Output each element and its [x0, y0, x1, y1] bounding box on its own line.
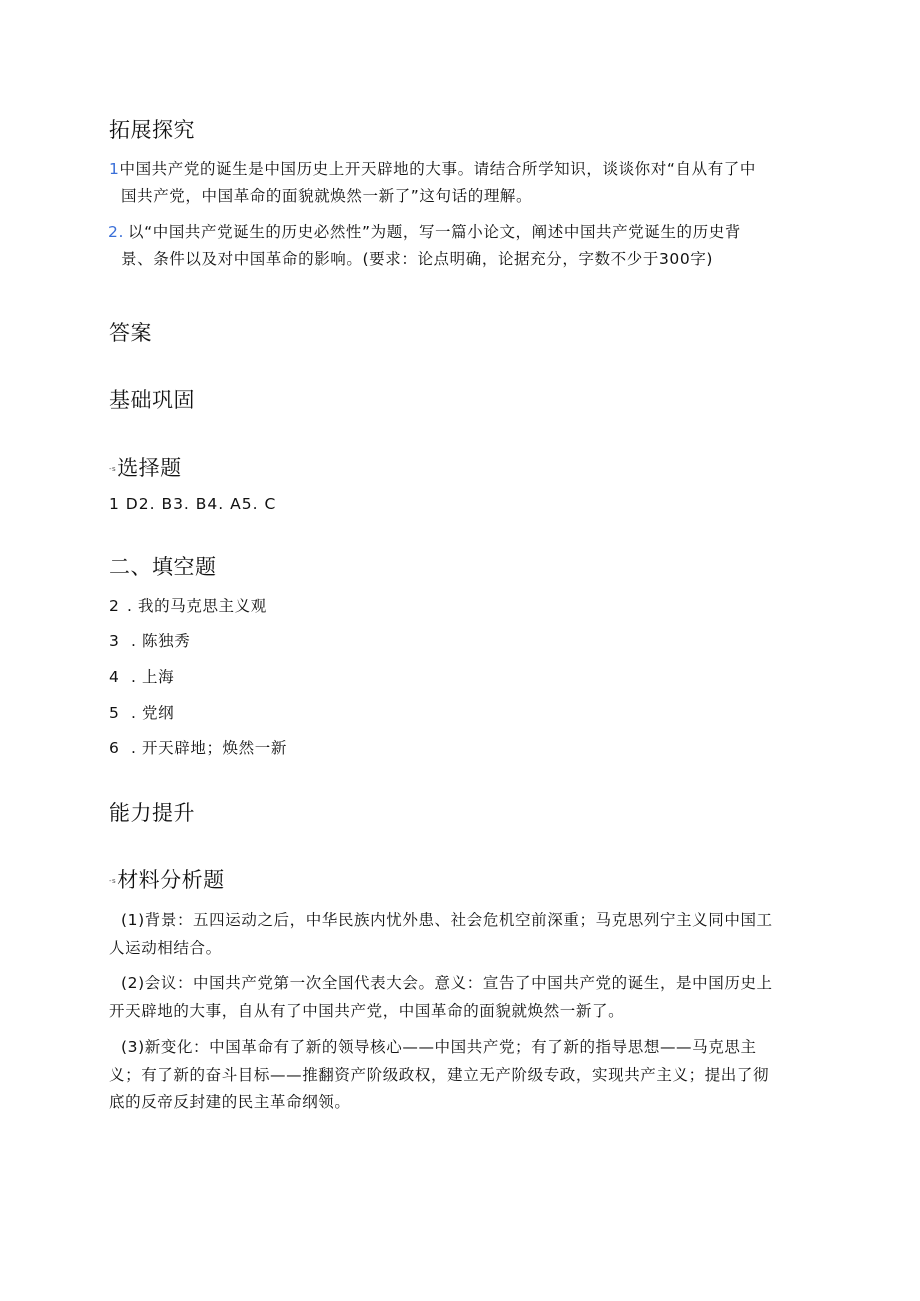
fill-item-text: . 我的马克思主义观: [127, 597, 267, 615]
answer-3-line-3: 底的反帝反封建的民主革命纲领。: [109, 1093, 351, 1111]
answer-1-line-2: 人运动相结合。: [109, 939, 222, 957]
section-heading-basic: 基础巩固: [109, 388, 195, 412]
material-heading-text: 材料分析题: [117, 868, 225, 892]
fill-item: [109, 665, 174, 687]
fill-item-number: 2: [109, 597, 120, 615]
material-heading-marker: -s: [109, 877, 117, 885]
fill-item-text: . 党纲: [131, 704, 175, 722]
fill-item-text: . 上海: [131, 668, 175, 686]
fill-item-text: . 陈独秀: [131, 632, 191, 650]
question-1-line-2: 国共产党，中国革命的面貌就焕然一新了”这句话的理解。: [121, 187, 533, 205]
answer-3-line-1: (3)新变化：中国革命有了新的领导核心——中国共产党；有了新的指导思想——马克思主: [121, 1038, 757, 1056]
question-1-text: 中国共产党的诞生是中国历史上开天辟地的大事。请结合所学知识，谈谈你对“自从有了中: [119, 160, 757, 178]
section-heading-ability: 能力提升: [109, 801, 195, 825]
choice-heading-marker: -s: [109, 465, 117, 473]
fill-item: [109, 701, 174, 723]
choice-heading-text: 选择题: [117, 456, 182, 480]
answer-2-line-1: (2)会议：中国共产党第一次全国代表大会。意义：宣告了中国共产党的诞生，是中国历史上: [121, 974, 773, 992]
section-heading-extension: 拓展探究: [109, 118, 195, 142]
question-2-text: 以“中国共产党诞生的历史必然性”为题，写一篇小论文，阐述中国共产党诞生的历史背: [128, 223, 741, 241]
fill-item-text: . 开天辟地；焕然一新: [131, 739, 287, 757]
answer-1-line-1: (1)背景：五四运动之后，中华民族内忧外患、社会危机空前深重；马克思列宁主义同中国工: [121, 911, 773, 929]
material-heading: [109, 864, 225, 894]
fill-heading: 二、填空题: [109, 555, 217, 579]
answers-heading: 答案: [109, 321, 152, 345]
fill-item-number: 3: [109, 632, 120, 650]
question-2-line-1: [108, 220, 741, 242]
choice-answers: 1 D2. B3. B4. A5. C: [109, 495, 277, 513]
answer-2-line-2: 开天辟地的大事，自从有了中国共产党，中国革命的面貌就焕然一新了。: [109, 1002, 625, 1020]
choice-heading: [109, 452, 182, 482]
fill-item: [109, 629, 190, 651]
fill-item-number: 6: [109, 739, 120, 757]
fill-item: [109, 594, 267, 616]
answer-3-line-2: 义；有了新的奋斗目标——推翻资产阶级政权，建立无产阶级专政，实现共产主义；提出了彻: [109, 1066, 770, 1084]
fill-item-number: 4: [109, 668, 120, 686]
question-1-line-1: [109, 157, 756, 179]
question-1-number: 1: [109, 160, 120, 178]
fill-item-number: 5: [109, 704, 120, 722]
fill-item: [109, 736, 287, 758]
question-2-number: 2.: [108, 223, 124, 241]
question-2-line-2: 景、条件以及对中国革命的影响。(要求：论点明确，论据充分，字数不少于300字): [121, 250, 714, 268]
